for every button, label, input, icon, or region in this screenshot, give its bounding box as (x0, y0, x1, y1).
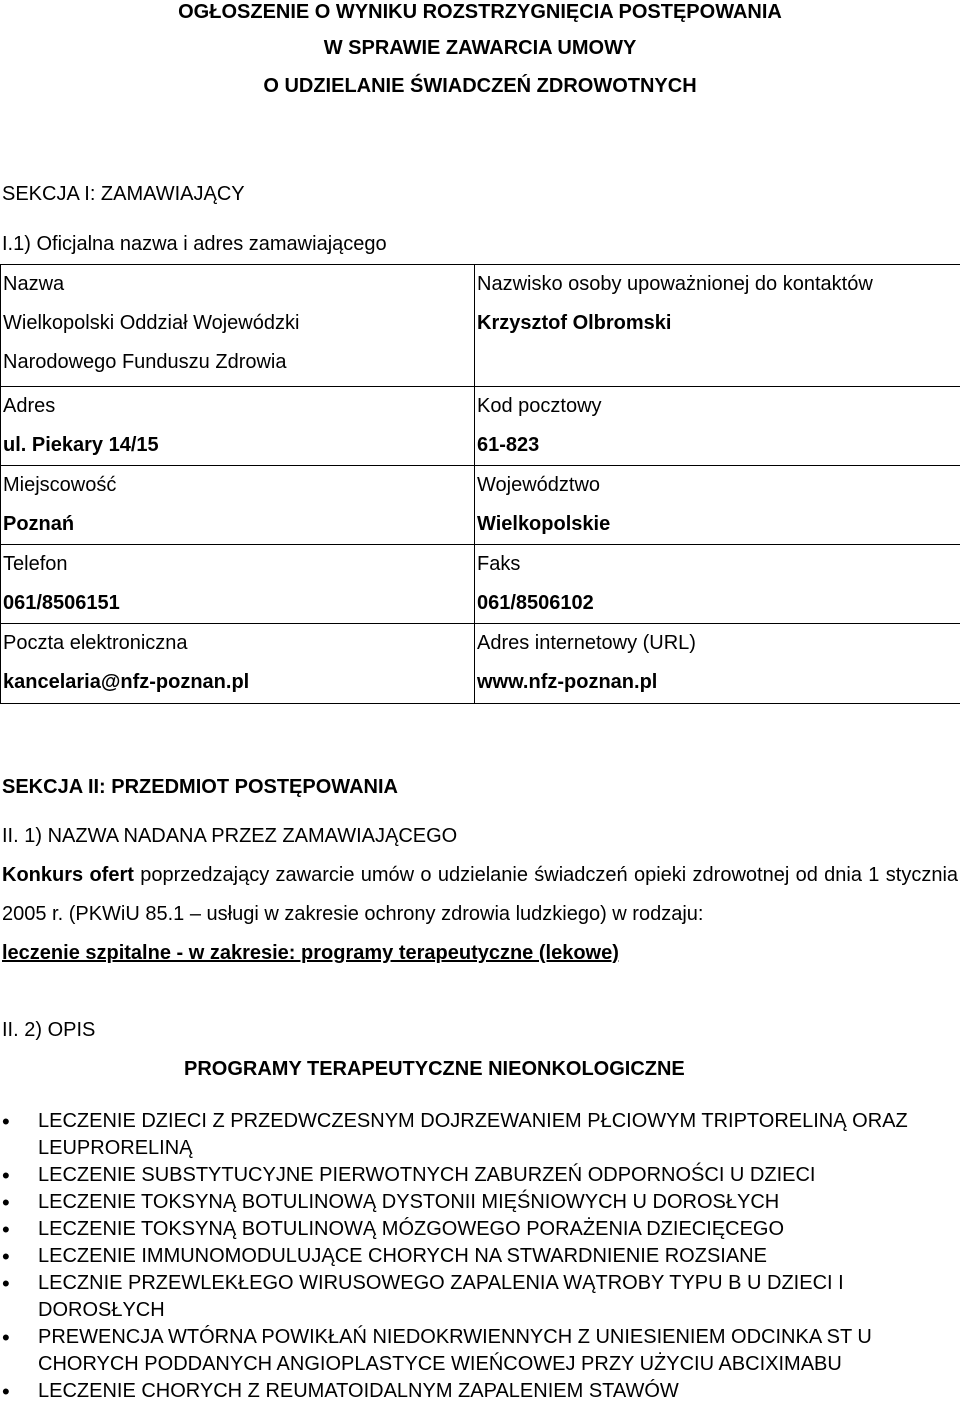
document-title-line-2: W SPRAWIE ZAWARCIA UMOWY (323, 37, 637, 59)
voivodeship-cell (475, 466, 960, 545)
name-value-line-2: Narodowego Funduszu Zdrowia (3, 351, 287, 373)
section-1-subtitle: I.1) Oficjalna nazwa i adres zamawiającego (2, 233, 387, 255)
procedure-name-bold: Konkurs ofert (2, 864, 134, 886)
phone-label: Telefon (3, 553, 68, 575)
url-label: Adres internetowy (URL) (477, 632, 696, 654)
table-row (1, 545, 960, 624)
contact-cell (475, 265, 960, 387)
postal-cell (475, 387, 960, 466)
table-row (1, 265, 960, 387)
list-item: • LECZENIE TOKSYNĄ BOTULINOWĄ DYSTONII MIĘŚNIOWYCH U DOROSŁYCH (0, 1189, 960, 1216)
contracting-authority-table (0, 264, 960, 704)
section-1-title: SEKCJA I: ZAMAWIAJĄCY (2, 183, 245, 205)
table-row (1, 387, 960, 466)
contact-value: Krzysztof Olbromski (477, 312, 672, 334)
section-2-subtitle-1: II. 1) NAZWA NADANA PRZEZ ZAMAWIAJĄCEGO (2, 825, 458, 847)
name-cell (1, 265, 475, 387)
postal-value: 61-823 (477, 434, 540, 456)
url-cell (475, 624, 960, 704)
procedure-name-paragraph (2, 856, 958, 973)
address-label: Adres (3, 395, 56, 417)
list-item: • PREWENCJA WTÓRNA POWIKŁAŃ NIEDOKRWIENNYCH Z UNIESIENIEM ODCINKA ST U CHORYCH PODDANYCH ANGIOPLASTYCE WIEŃCOWEJ PRZY UŻYCIU ABCIXIMABU (0, 1324, 960, 1378)
name-value-line-1: Wielkopolski Oddział Wojewódzki (3, 312, 300, 334)
table-row (1, 624, 960, 704)
document-title-line-1: OGŁOSZENIE O WYNIKU ROZSTRZYGNIĘCIA POSTĘPOWANIA (178, 1, 782, 23)
email-label: Poczta elektroniczna (3, 632, 188, 654)
list-item: • LECZNIE PRZEWLEKŁEGO WIRUSOWEGO ZAPALENIA WĄTROBY TYPU B U DZIECI I DOROSŁYCH (0, 1270, 960, 1324)
phone-value: 061/8506151 (3, 592, 120, 614)
phone-cell (1, 545, 475, 624)
table-row (1, 466, 960, 545)
city-label: Miejscowość (3, 474, 117, 496)
address-cell (1, 387, 475, 466)
programs-title: PROGRAMY TERAPEUTYCZNE NIEONKOLOGICZNE (184, 1058, 685, 1080)
list-item: • LECZENIE TOKSYNĄ BOTULINOWĄ MÓZGOWEGO PORAŻENIA DZIECIĘCEGO (0, 1216, 960, 1243)
url-value: www.nfz-poznan.pl (477, 671, 658, 693)
programs-list (0, 1108, 960, 1405)
city-value: Poznań (3, 513, 75, 535)
fax-label: Faks (477, 553, 521, 575)
email-cell (1, 624, 475, 704)
section-2-subtitle-2: II. 2) OPIS (2, 1019, 96, 1041)
fax-value: 061/8506102 (477, 592, 594, 614)
postal-label: Kod pocztowy (477, 395, 602, 417)
list-item: • LECZENIE CHORYCH Z REUMATOIDALNYM ZAPALENIEM STAWÓW (0, 1378, 960, 1405)
voivodeship-label: Województwo (477, 474, 601, 496)
procedure-name-underlined: leczenie szpitalne - w zakresie: programy terapeutyczne (lekowe) (2, 942, 619, 964)
fax-cell (475, 545, 960, 624)
list-item: • LECZENIE SUBSTYTUCYJNE PIERWOTNYCH ZABURZEŃ ODPORNOŚCI U DZIECI (0, 1162, 960, 1189)
procedure-name-text: poprzedzający zawarcie umów o udzielanie świadczeń opieki zdrowotnej od dnia 1 stycznia 2005 r. (PKWiU 85.1 – usługi w zakresie ochrony zdrowia ludzkiego) w rodzaju: (2, 864, 959, 925)
list-item: • LECZENIE DZIECI Z PRZEDWCZESNYM DOJRZEWANIEM PŁCIOWYM TRIPTORELINĄ ORAZ LEUPRORELINĄ (0, 1108, 960, 1162)
contact-label: Nazwisko osoby upoważnionej do kontaktów (477, 273, 873, 295)
address-value: ul. Piekary 14/15 (3, 434, 159, 456)
email-value: kancelaria@nfz-poznan.pl (3, 671, 250, 693)
list-item: • LECZENIE IMMUNOMODULUJĄCE CHORYCH NA STWARDNIENIE ROZSIANE (0, 1243, 960, 1270)
name-label: Nazwa (3, 273, 65, 295)
city-cell (1, 466, 475, 545)
document-title-line-3: O UDZIELANIE ŚWIADCZEŃ ZDROWOTNYCH (263, 75, 697, 97)
voivodeship-value: Wielkopolskie (477, 513, 611, 535)
section-2-title: SEKCJA II: PRZEDMIOT POSTĘPOWANIA (2, 776, 398, 798)
